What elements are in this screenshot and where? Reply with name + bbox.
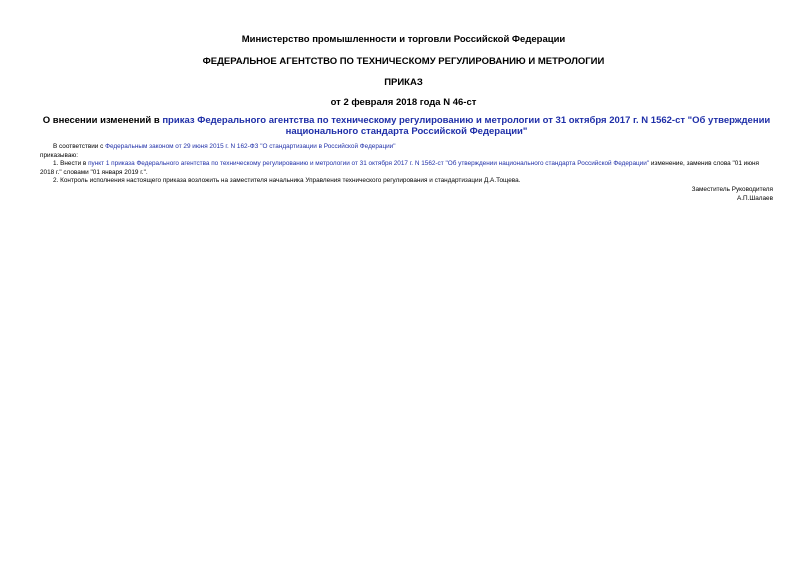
federal-law-link[interactable]: Федеральным законом от 29 июня 2015 г. N 162-ФЗ "О стандартизации в Российской Федерации" bbox=[105, 143, 396, 150]
orders-word: приказываю: bbox=[40, 151, 78, 159]
item-1-prefix: 1. Внести в bbox=[53, 160, 89, 168]
signature-position: Заместитель Руководителя bbox=[691, 185, 773, 193]
basis-prefix: В соответствии с bbox=[53, 143, 106, 150]
order-title bbox=[40, 115, 773, 137]
item-2: 2. Контроль исполнения настоящего приказа возложить на заместителя начальника Управления технического регулирования и стандартизации Д.А.Тощева. bbox=[53, 177, 521, 185]
item-1 bbox=[40, 160, 773, 177]
order-heading: ПРИКАЗ bbox=[384, 77, 423, 88]
item-1-suffix: изменение, заменив слова "01 июня 2018 г." словами "01 января 2019 г.". bbox=[40, 160, 759, 176]
order-body bbox=[40, 143, 773, 203]
ministry-name: Министерство промышленности и торговли Российской Федерации bbox=[241, 34, 566, 45]
item-1-link[interactable]: пункт 1 приказа Федерального агентства по техническому регулированию и метрологии от 31 октября 2017 г. N 1562-ст "Об утверждении национального стандарта Российской Федерации" bbox=[88, 160, 650, 168]
basis-paragraph bbox=[40, 143, 773, 152]
title-prefix: О внесении изменений в bbox=[42, 115, 163, 126]
signature-name: А.П.Шалаев bbox=[736, 194, 773, 202]
order-date: от 2 февраля 2018 года N 46-ст bbox=[330, 97, 477, 108]
agency-name: ФЕДЕРАЛЬНОЕ АГЕНТСТВО ПО ТЕХНИЧЕСКОМУ РЕГУЛИРОВАНИЮ И МЕТРОЛОГИИ bbox=[202, 56, 605, 67]
title-link-order-1562[interactable]: приказ Федерального агентства по техническому регулированию и метрологии от 31 октября 2017 г. N 1562-ст "Об утверждении национального стандарта Российской Федерации" bbox=[162, 115, 771, 137]
